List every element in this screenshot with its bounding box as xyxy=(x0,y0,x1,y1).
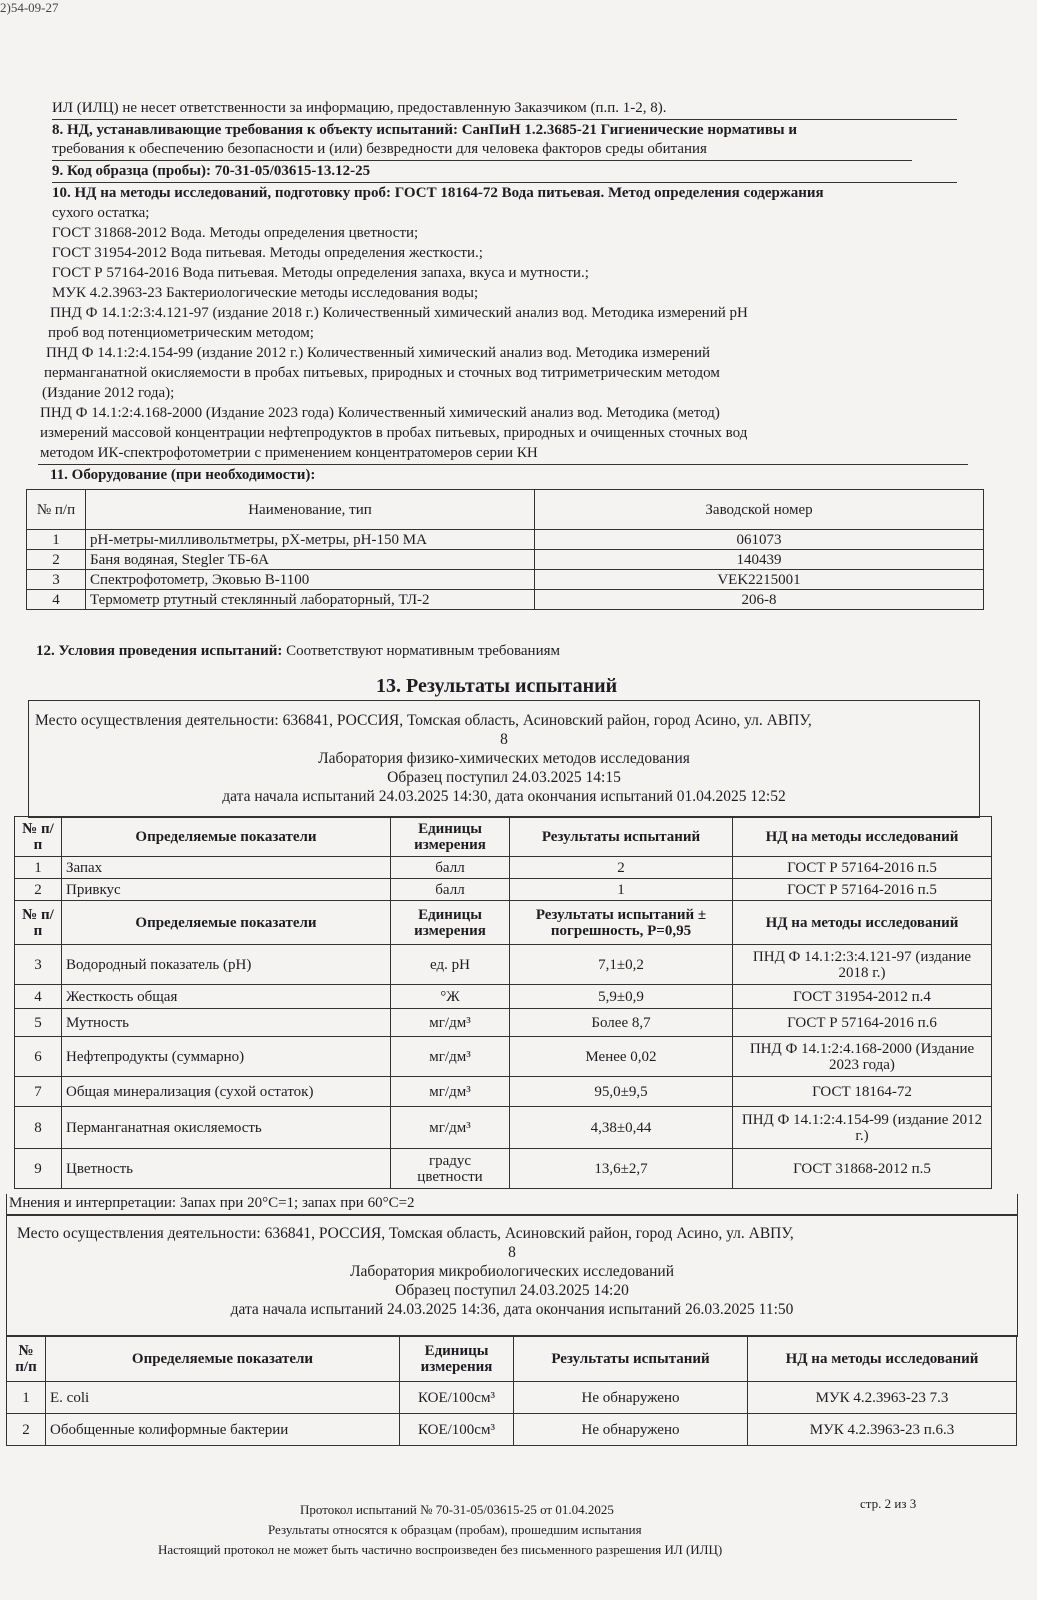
cell: Не обнаружено xyxy=(514,1414,748,1446)
chem-place: Место осуществления деятельности: 636841, РОССИЯ, Томская область, Асиновский район, город Асино, ул. АВПУ, xyxy=(35,712,812,729)
table-row xyxy=(15,1149,992,1189)
cell: Не обнаружено xyxy=(514,1382,748,1414)
cell: 061073 xyxy=(535,530,984,550)
cell: Термометр ртутный стеклянный лабораторный, ТЛ-2 xyxy=(86,590,535,610)
footer-page-number: стр. 2 из 3 xyxy=(860,1496,917,1511)
intro-line: ПНД Ф 14.1:2:4.168-2000 (Издание 2023 года) Количественный химический анализ вод. Методика (метод) xyxy=(40,405,720,421)
cell: 2 xyxy=(510,857,733,879)
rule xyxy=(38,464,968,465)
micro-header: НД на методы исследований xyxy=(748,1336,1017,1382)
intro-line: 11. Оборудование (при необходимости): xyxy=(50,467,316,483)
cell: 1 xyxy=(27,530,86,550)
intro-line: 9. Код образца (пробы): 70-31-05/03615-13.12-25 xyxy=(52,163,371,179)
conditions-label: 12. Условия проведения испытаний: xyxy=(36,643,283,659)
footer-protocol: Протокол испытаний № 70-31-05/03615-25 от 01.04.2025 xyxy=(300,1502,614,1517)
cell: мг/дм³ xyxy=(391,1077,510,1107)
chem-header: № п/п xyxy=(15,817,62,857)
micro-dates: дата начала испытаний 24.03.2025 14:36, дата окончания испытаний 26.03.2025 11:50 xyxy=(230,1301,794,1318)
micro-header: № п/п xyxy=(7,1336,46,1382)
chem-dates: дата начала испытаний 24.03.2025 14:30, дата окончания испытаний 01.04.2025 12:52 xyxy=(222,788,786,805)
cell: 2 xyxy=(7,1414,46,1446)
cell: 3 xyxy=(15,945,62,985)
micro-received: Образец поступил 24.03.2025 14:20 xyxy=(395,1282,629,1299)
cell: 5 xyxy=(15,1009,62,1037)
table-row xyxy=(15,857,992,879)
cell: VEK2215001 xyxy=(535,570,984,590)
micro-header: Единицы измерения xyxy=(400,1336,514,1382)
intro-line: требования к обеспечению безопасности и (или) безвредности для человека факторов среды обитания xyxy=(52,141,707,157)
table-row xyxy=(7,1382,1017,1414)
chem-header: НД на методы исследований xyxy=(733,817,992,857)
cell: ПНД Ф 14.1:2:4.168-2000 (Издание 2023 года) xyxy=(733,1037,992,1077)
cell: Перманганатная окисляемость xyxy=(62,1107,391,1149)
cell: E. coli xyxy=(46,1382,400,1414)
cell: 5,9±0,9 xyxy=(510,985,733,1009)
cell: 4 xyxy=(15,985,62,1009)
cell: ГОСТ 31954-2012 п.4 xyxy=(733,985,992,1009)
cell: 7,1±0,2 xyxy=(510,945,733,985)
intro-line: 10. НД на методы исследований, подготовку проб: ГОСТ 18164-72 Вода питьевая. Метод определения содержания xyxy=(52,185,824,201)
chem-opinion: Мнения и интерпретации: Запах при 20°С=1; запах при 60°С=2 xyxy=(6,1194,1018,1215)
footer-reproduction-note: Настоящий протокол не может быть частично воспроизведен без письменного разрешения ИЛ (ИЛЦ) xyxy=(158,1542,723,1557)
micro-place-number: 8 xyxy=(508,1244,516,1261)
equipment-table xyxy=(26,489,984,610)
cell: ПНД Ф 14.1:2:4.154-99 (издание 2012 г.) xyxy=(733,1107,992,1149)
cell: мг/дм³ xyxy=(391,1107,510,1149)
intro-line: ГОСТ Р 57164-2016 Вода питьевая. Методы определения запаха, вкуса и мутности.; xyxy=(52,265,589,281)
chem-place-number: 8 xyxy=(500,731,508,748)
cell: 1 xyxy=(510,879,733,901)
table-row xyxy=(27,550,984,570)
cell: Баня водяная, Stegler ТБ-6А xyxy=(86,550,535,570)
intro-line: ГОСТ 31868-2012 Вода. Методы определения цветности; xyxy=(52,225,419,241)
cell: 95,0±9,5 xyxy=(510,1077,733,1107)
chem-header: Единицы измерения xyxy=(391,901,510,945)
table-row xyxy=(27,590,984,610)
cell: ед. pH xyxy=(391,945,510,985)
cell: 4 xyxy=(27,590,86,610)
cell: 140439 xyxy=(535,550,984,570)
intro-line: МУК 4.2.3963-23 Бактериологические методы исследования воды; xyxy=(52,285,479,301)
cell: Нефтепродукты (суммарно) xyxy=(62,1037,391,1077)
cell: pH-метры-милливольтметры, pX-метры, pH-150 МА xyxy=(86,530,535,550)
cell: балл xyxy=(391,879,510,901)
cell: ГОСТ Р 57164-2016 п.5 xyxy=(733,879,992,901)
cell: Обобщенные колиформные бактерии xyxy=(46,1414,400,1446)
table-row xyxy=(27,530,984,550)
chem-header: НД на методы исследований xyxy=(733,901,992,945)
rule xyxy=(52,160,912,161)
table-row xyxy=(15,879,992,901)
cell: °Ж xyxy=(391,985,510,1009)
intro-line: ПНД Ф 14.1:2:4.154-99 (издание 2012 г.) Количественный химический анализ вод. Методика измерений xyxy=(46,345,711,361)
cell: градус цветности xyxy=(391,1149,510,1189)
cell: мг/дм³ xyxy=(391,1037,510,1077)
cell: 8 xyxy=(15,1107,62,1149)
chem-header: Определяемые показатели xyxy=(62,817,391,857)
table-row xyxy=(15,1107,992,1149)
cell: 13,6±2,7 xyxy=(510,1149,733,1189)
chem-header: Результаты испытаний ± погрешность, P=0,95 xyxy=(510,901,733,945)
micro-header: Определяемые показатели xyxy=(46,1336,400,1382)
cell: ГОСТ 18164-72 xyxy=(733,1077,992,1107)
cell: 1 xyxy=(7,1382,46,1414)
intro-line: методом ИК-спектрофотометрии с применением концентратомеров серии КН xyxy=(40,445,538,461)
cell: 1 xyxy=(15,857,62,879)
cell: Более 8,7 xyxy=(510,1009,733,1037)
cell: Общая минерализация (сухой остаток) xyxy=(62,1077,391,1107)
intro-line: ПНД Ф 14.1:2:3:4.121-97 (издание 2018 г.) Количественный химический анализ вод. Методика измерений pH xyxy=(50,305,748,321)
cell: 2 xyxy=(27,550,86,570)
table-row xyxy=(15,1037,992,1077)
cell: Привкус xyxy=(62,879,391,901)
cell: 3 xyxy=(27,570,86,590)
conditions-line xyxy=(36,643,560,660)
micro-results-table xyxy=(6,1335,1017,1446)
table-row xyxy=(15,1077,992,1107)
cell: Спектрофотометр, Эковью В-1100 xyxy=(86,570,535,590)
chem-results-table xyxy=(14,816,992,1189)
cell: 206-8 xyxy=(535,590,984,610)
intro-line: (Издание 2012 года); xyxy=(42,385,175,401)
cell: 2 xyxy=(15,879,62,901)
cell: 7 xyxy=(15,1077,62,1107)
cell: Менее 0,02 xyxy=(510,1037,733,1077)
cell: КОЕ/100см³ xyxy=(400,1382,514,1414)
corner-stamp-text: 2)54-09-27 xyxy=(0,0,59,15)
cell: 4,38±0,44 xyxy=(510,1107,733,1149)
cell: ПНД Ф 14.1:2:3:4.121-97 (издание 2018 г.) xyxy=(733,945,992,985)
table-row xyxy=(27,570,984,590)
cell: Запах xyxy=(62,857,391,879)
conditions-value: Соответствуют нормативным требованиям xyxy=(286,643,560,659)
cell: МУК 4.2.3963-23 п.6.3 xyxy=(748,1414,1017,1446)
table-row xyxy=(7,1414,1017,1446)
cell: ГОСТ 31868-2012 п.5 xyxy=(733,1149,992,1189)
intro-line: ГОСТ 31954-2012 Вода питьевая. Методы определения жесткости.; xyxy=(52,245,483,261)
cell: мг/дм³ xyxy=(391,1009,510,1037)
cell: Цветность xyxy=(62,1149,391,1189)
footer-results-note: Результаты относятся к образцам (пробам), прошедшим испытания xyxy=(268,1522,642,1537)
equipment-header: № п/п xyxy=(27,490,86,530)
intro-line: сухого остатка; xyxy=(52,205,150,221)
equipment-header: Заводской номер xyxy=(535,490,984,530)
table-row xyxy=(15,985,992,1009)
intro-line: проб вод потенциометрическим методом; xyxy=(48,325,314,341)
chem-header: № п/п xyxy=(15,901,62,945)
intro-line: 8. НД, устанавливающие требования к объекту испытаний: СанПиН 1.2.3685-21 Гигиенические нормативы и xyxy=(52,122,798,138)
chem-received: Образец поступил 24.03.2025 14:15 xyxy=(387,769,621,786)
equipment-header: Наименование, тип xyxy=(86,490,535,530)
intro-line: ИЛ (ИЛЦ) не несет ответственности за информацию, предоставленную Заказчиком (п.п. 1-2, 8). xyxy=(52,100,667,116)
cell: МУК 4.2.3963-23 7.3 xyxy=(748,1382,1017,1414)
micro-lab-header xyxy=(6,1215,1018,1337)
results-title: 13. Результаты испытаний xyxy=(376,675,618,697)
cell: Жесткость общая xyxy=(62,985,391,1009)
cell: Мутность xyxy=(62,1009,391,1037)
cell: ГОСТ Р 57164-2016 п.6 xyxy=(733,1009,992,1037)
chem-lab-name: Лаборатория физико-химических методов исследования xyxy=(318,750,690,767)
intro-line: измерений массовой концентрации нефтепродуктов в пробах питьевых, природных и очищенных сточных вод xyxy=(40,425,748,441)
chem-lab-header xyxy=(28,700,980,818)
rule xyxy=(52,182,957,183)
rule xyxy=(52,119,957,120)
cell: КОЕ/100см³ xyxy=(400,1414,514,1446)
micro-place: Место осуществления деятельности: 636841, РОССИЯ, Томская область, Асиновский район, город Асино, ул. АВПУ, xyxy=(17,1225,794,1242)
micro-header: Результаты испытаний xyxy=(514,1336,748,1382)
cell: балл xyxy=(391,857,510,879)
cell: 9 xyxy=(15,1149,62,1189)
table-row xyxy=(15,1009,992,1037)
chem-header: Единицы измерения xyxy=(391,817,510,857)
table-row xyxy=(15,945,992,985)
micro-lab-name: Лаборатория микробиологических исследований xyxy=(350,1263,674,1280)
chem-header: Результаты испытаний xyxy=(510,817,733,857)
cell: Водородный показатель (pH) xyxy=(62,945,391,985)
cell: ГОСТ Р 57164-2016 п.5 xyxy=(733,857,992,879)
chem-header: Определяемые показатели xyxy=(62,901,391,945)
cell: 6 xyxy=(15,1037,62,1077)
intro-line: перманганатной окисляемости в пробах питьевых, природных и сточных вод титриметрическим методом xyxy=(44,365,720,381)
